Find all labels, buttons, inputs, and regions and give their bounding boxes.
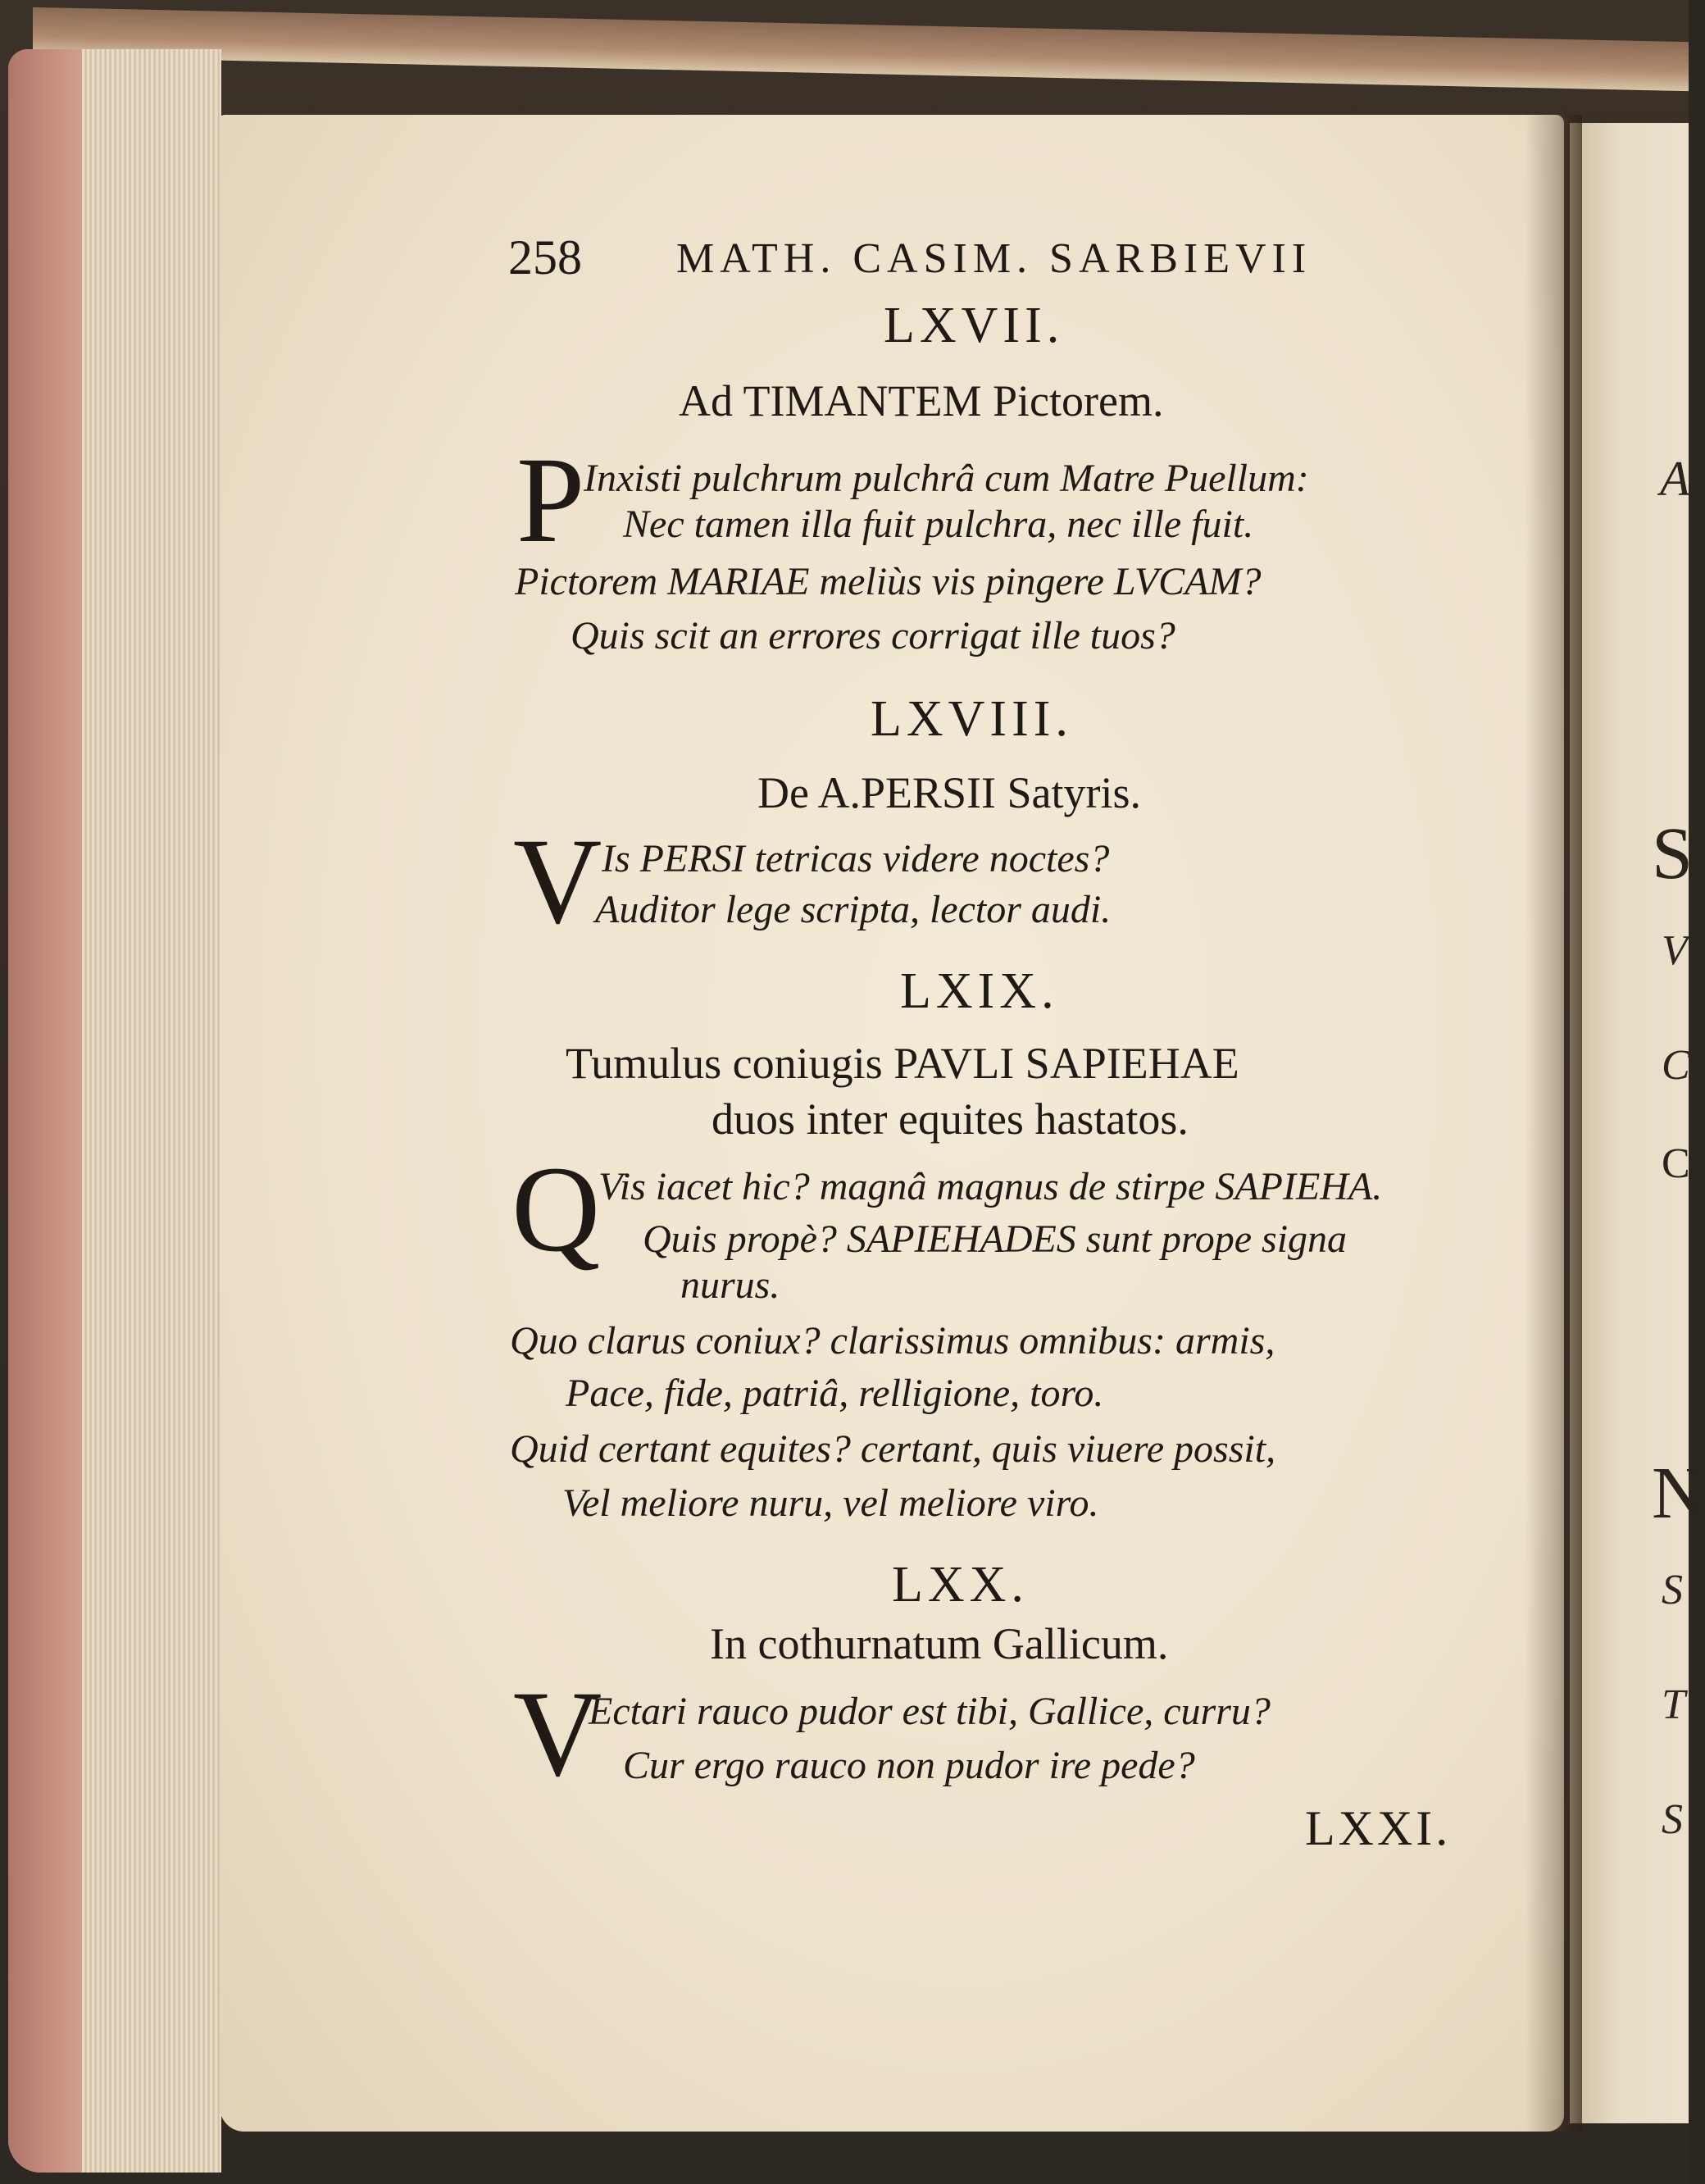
facing-page-letter: T [1662, 1681, 1685, 1728]
catchword: LXXI. [1305, 1801, 1452, 1855]
verse-line: Is PERSI tetricas videre noctes? [602, 837, 1110, 880]
poem-title: De A.PERSII Satyris. [757, 768, 1142, 817]
poem-number: LXX. [892, 1557, 1029, 1613]
facing-page-letter: C [1662, 1140, 1690, 1187]
drop-cap: V [513, 813, 602, 949]
facing-page-letter: A [1660, 452, 1690, 506]
poem-title-line: duos inter equites hastatos. [712, 1094, 1189, 1144]
drop-cap: Q [512, 1141, 601, 1277]
verse-line: Quo clarus coniux? clarissimus omnibus: armis, [510, 1319, 1275, 1363]
poem-number: LXVII. [884, 298, 1065, 353]
facing-page-letter: S [1662, 1567, 1683, 1613]
verse-line: Cur ergo rauco non pudor ire pede? [623, 1744, 1195, 1787]
verse-line: nurus. [680, 1263, 780, 1307]
verse-line: Pictorem MARIAE meliùs vis pingere LVCAM? [515, 560, 1262, 603]
verse-line: Auditor lege scripta, lector audi. [595, 888, 1112, 931]
facing-page-letter: C [1662, 1042, 1690, 1089]
drop-cap: V [513, 1666, 602, 1802]
facing-page-letter: V [1662, 927, 1688, 974]
verse-line: Ectari rauco pudor est tibi, Gallice, curru? [589, 1690, 1271, 1733]
gutter-shadow [1525, 115, 1582, 2132]
facing-page-letter: S [1662, 1796, 1683, 1843]
verse-line: Quis propè? SAPIEHADES sunt prope signa [643, 1217, 1348, 1261]
verse-line: Vel meliore nuru, vel meliore viro. [562, 1481, 1099, 1525]
poem-number: LXVIII. [871, 691, 1073, 747]
poem-title: Ad TIMANTEM Pictorem. [679, 376, 1164, 425]
drop-cap: P [516, 432, 585, 568]
poem-title-line: Tumulus coniugis PAVLI SAPIEHAE [566, 1039, 1239, 1088]
red-page-edge [8, 49, 82, 2173]
poem-number: LXIX. [900, 963, 1059, 1019]
facing-page-letter: S [1652, 813, 1694, 894]
verse-line: Quid certant equites? certant, quis viuere possit, [510, 1427, 1276, 1471]
facing-page [1570, 123, 1705, 2123]
book-top-edge [33, 7, 1689, 91]
verse-line: Inxisti pulchrum pulchrâ cum Matre Puellum: [584, 457, 1309, 500]
verse-line: Pace, fide, patriâ, relligione, toro. [566, 1372, 1104, 1415]
verse-line: Nec tamen illa fuit pulchra, nec ille fuit. [623, 503, 1254, 546]
page-number: 258 [508, 230, 582, 284]
verse-line: Quis scit an errores corrigat ille tuos? [571, 614, 1175, 657]
facing-page-letter: N [1652, 1453, 1705, 1534]
poem-title: In cothurnatum Gallicum. [710, 1619, 1169, 1668]
verse-line: Vis iacet hic? magnâ magnus de stirpe SAPIEHA. [598, 1165, 1383, 1208]
running-title: MATH. CASIM. SARBIEVII [676, 235, 1312, 282]
